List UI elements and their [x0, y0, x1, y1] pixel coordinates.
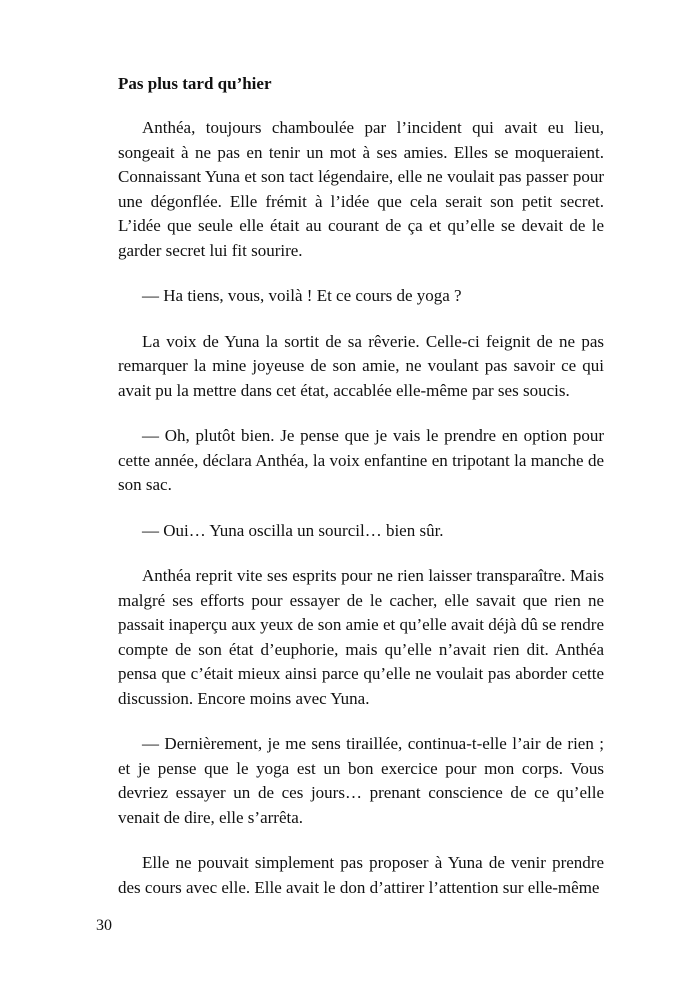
paragraph: — Oui… Yuna oscilla un sourcil… bien sûr. — [142, 520, 444, 540]
paragraph: — Ha tiens, vous, voilà ! Et ce cours de yoga ? — [142, 286, 462, 305]
paragraph: — Oh, plutôt bien. Je pense que je vais le prendre en option pour cette année, déclara Anthéa, la voix enfantine en tripotant la manche de son sac. — [118, 426, 604, 494]
paragraph: La voix de Yuna la sortit de sa rêverie. Celle-ci feignit de ne pas remarquer la mine joyeuse de son amie, ne voulant pas savoir ce qui avait pu la mettre dans cet état, accablée elle-même par ses soucis. — [118, 331, 604, 400]
paragraph: — Dernièrement, je me sens tiraillée, continua-t-elle l’air de rien ; et je pense que le yoga est un bon exercice pour mon corps. Vous devriez essayer un de ces jours… prenant conscience de ce qu’elle venait de dire, elle s’arrêta. — [118, 734, 604, 827]
chapter-title: Pas plus tard qu’hier — [118, 74, 272, 93]
page-number: 30 — [96, 917, 112, 934]
paragraph: Anthéa reprit vite ses esprits pour ne rien laisser transparaître. Mais malgré ses efforts pour essayer de le cacher, elle savait que rien ne passait inaperçu aux yeux de son amie et qu’elle avait déjà dû se rendre compte de son état d’euphorie, mais qu’elle n’avait rien dit. Anthéa pensa que c’était mieux ainsi parce qu’elle ne voulait pas aborder cette discussion. Encore moins avec Yuna. — [118, 566, 604, 708]
text-block — [118, 72, 604, 921]
paragraph: Anthéa, toujours chamboulée par l’incident qui avait eu lieu, songeait à ne pas en tenir un mot à ses amies. Elles se moqueraient. Connaissant Yuna et son tact légendaire, elle ne voulait pas passer pour une dégonflée. Elle frémit à l’idée que cela serait son petit secret. L’idée que seule elle était au courant de ça et qu’elle se devait de le garder secret lui fit sourire. — [118, 118, 604, 260]
paragraph: Elle ne pouvait simplement pas proposer à Yuna de venir prendre des cours avec elle. Elle avait le don d’attirer l’attention sur elle-même — [118, 853, 604, 897]
